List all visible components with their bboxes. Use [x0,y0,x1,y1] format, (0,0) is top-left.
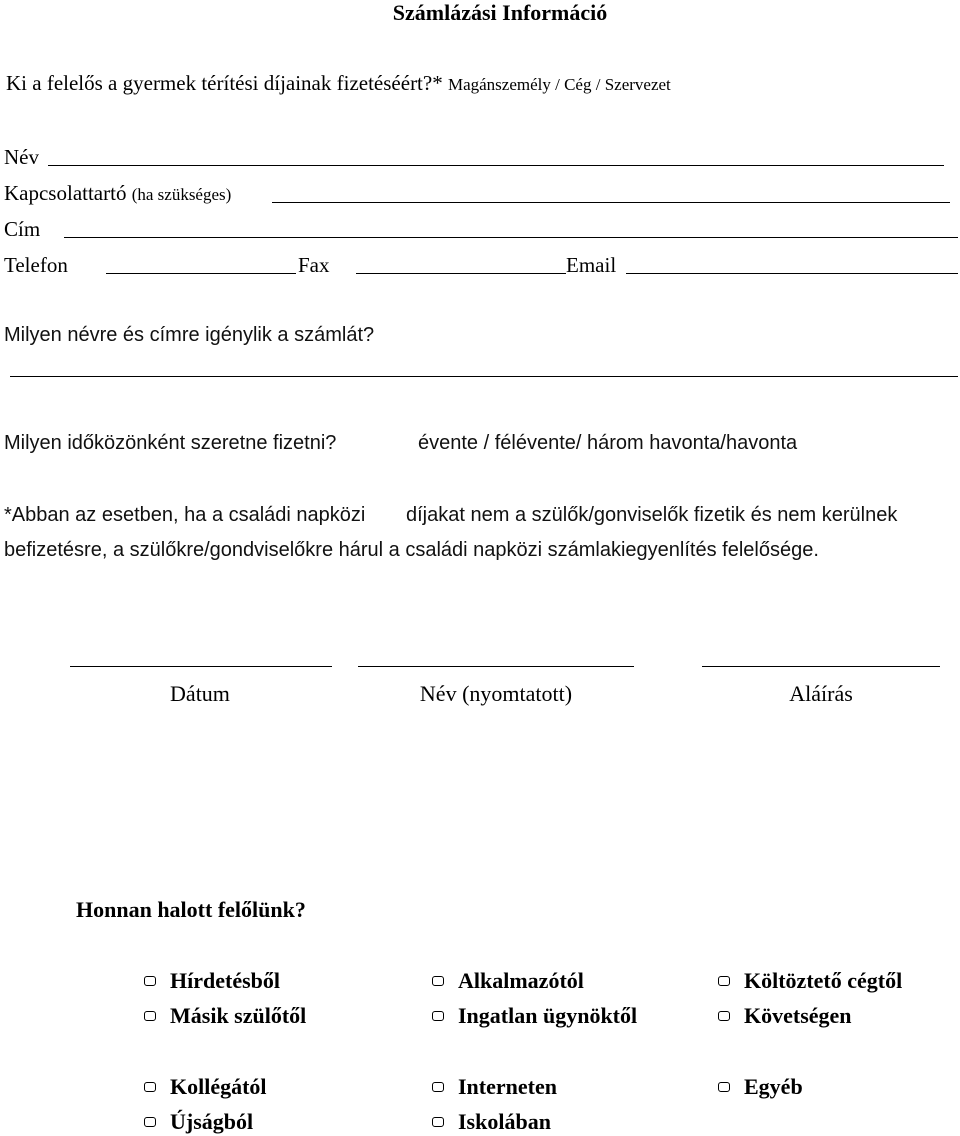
referral-option-label: Alkalmazótól [458,968,584,993]
note-line1-b: díjakat nem a szülők/gonviselők fizetik és nem kerülnek [406,504,898,526]
referral-option[interactable] [718,1074,803,1100]
fax-label: Fax [298,253,330,277]
name-label: Név [4,145,39,169]
phone-field[interactable] [106,273,296,274]
frequency-question: Milyen időközönként szeretne fizetni? [4,432,337,454]
referral-question: Honnan halott felőlünk? [76,897,306,922]
referral-option-label: Interneten [458,1074,557,1099]
note-line1-a: *Abban az esetben, ha a családi napközi [4,504,366,526]
contact-label-main: Kapcsolattartó [4,181,127,205]
checkbox-icon[interactable] [718,976,730,986]
phone-label: Telefon [4,253,68,277]
referral-option-label: Ingatlan ügynöktől [458,1003,638,1028]
referral-option-label: Költöztető cégtől [744,968,903,993]
signature-label: Aláírás [789,681,853,706]
referral-option-label: Kollégától [170,1074,267,1099]
page-title: Számlázási Információ [392,0,608,25]
checkbox-icon[interactable] [718,1082,730,1092]
referral-option-label: Iskolában [458,1109,551,1134]
invoice-field[interactable] [10,376,958,377]
address-field[interactable] [64,237,958,238]
referral-option-label: Hírdetésből [170,968,280,993]
referral-option[interactable] [144,1074,267,1100]
responsible-question-text: Ki a felelős a gyermek térítési díjainak fizetéséért?* [6,71,443,95]
referral-option[interactable] [144,968,280,994]
contact-field[interactable] [272,202,950,203]
printed-name-label: Név (nyomtatott) [419,681,573,706]
frequency-options: évente / félévente/ három havonta/havonta [418,432,798,454]
date-label: Dátum [170,681,230,706]
email-field[interactable] [626,273,958,274]
fax-field[interactable] [356,273,566,274]
responsible-options: Magánszemély / Cég / Szervezet [447,75,671,94]
referral-option[interactable] [432,1109,551,1135]
checkbox-icon[interactable] [432,1082,444,1092]
date-field[interactable] [70,666,332,667]
referral-option-label: Másik szülőtől [170,1003,307,1028]
contact-label-note: (ha szükséges) [131,185,232,204]
checkbox-icon[interactable] [432,1117,444,1127]
checkbox-icon[interactable] [144,1117,156,1127]
checkbox-icon[interactable] [144,1011,156,1021]
referral-option[interactable] [432,1003,637,1029]
checkbox-icon[interactable] [718,1011,730,1021]
invoice-question: Milyen névre és címre igénylik a számlát? [4,324,375,346]
checkbox-icon[interactable] [432,976,444,986]
referral-option-label: Egyéb [744,1074,803,1099]
referral-option[interactable] [144,1003,306,1029]
name-field[interactable] [48,165,944,166]
referral-option[interactable] [718,968,902,994]
checkbox-icon[interactable] [144,1082,156,1092]
referral-option[interactable] [432,968,584,994]
referral-option-label: Újságból [170,1109,254,1134]
referral-option[interactable] [718,1003,852,1029]
checkbox-icon[interactable] [144,976,156,986]
referral-option-label: Követségen [744,1003,852,1028]
responsible-question [6,70,671,98]
email-label: Email [566,253,617,277]
contact-label [4,180,231,208]
address-label: Cím [4,217,41,241]
referral-option[interactable] [432,1074,557,1100]
note-line2: befizetésre, a szülőkre/gondviselőkre hárul a családi napközi számlakiegyenlítés felelősége. [4,539,819,561]
referral-option[interactable] [144,1109,253,1135]
signature-field[interactable] [702,666,940,667]
printed-name-field[interactable] [358,666,634,667]
checkbox-icon[interactable] [432,1011,444,1021]
